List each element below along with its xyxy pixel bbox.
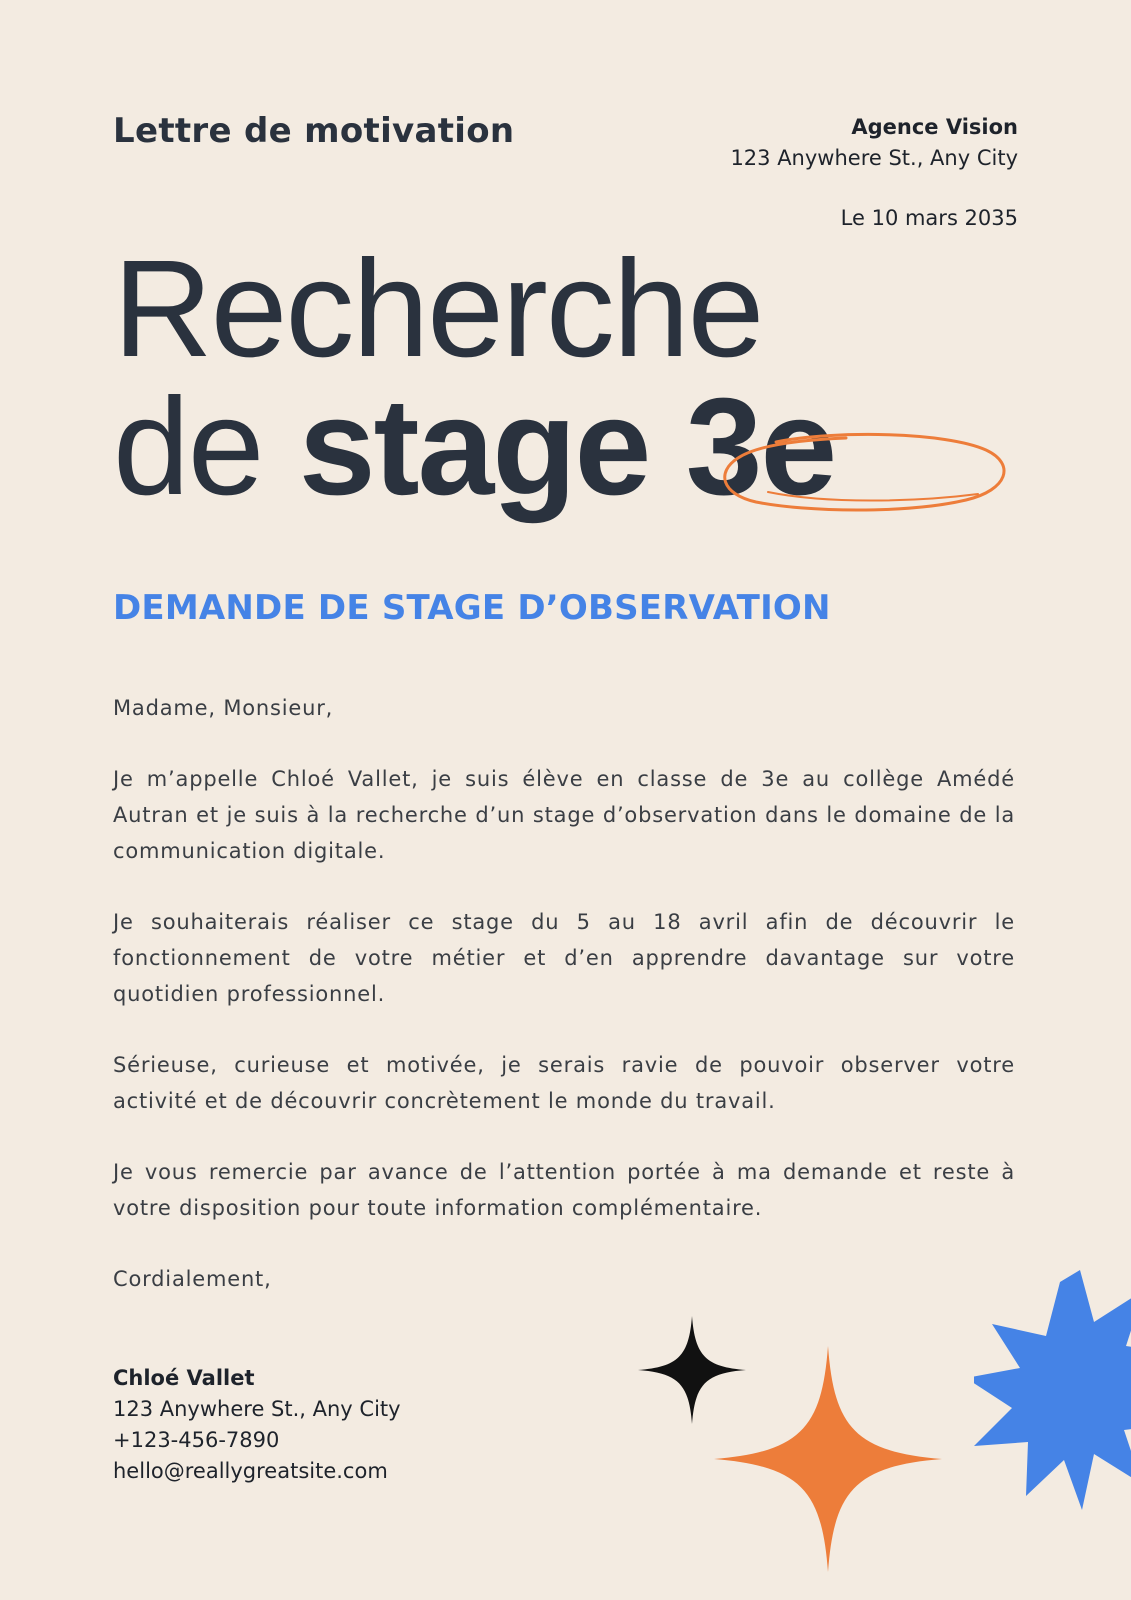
orange-hand-drawn-circle (716, 420, 1011, 520)
document-type-label: Lettre de motivation (113, 111, 515, 151)
headline-word-3e: 3e (685, 370, 836, 524)
body-paragraph-1: Je m’appelle Chloé Vallet, je suis élève en classe de 3e au collège Amédé Autran et je suis à la recherche d’un stage d’observation dans le domaine de la communication digitale. (113, 767, 1015, 863)
body-paragraph-2: Je souhaiterais réaliser ce stage du 5 au 18 avril afin de découvrir le fonctionnement de votre métier et d’en apprendre davantage sur votre quotidien professionnel. (113, 910, 1015, 1006)
closing: Cordialement, (113, 1267, 272, 1291)
orange-four-point-star-icon (714, 1346, 942, 1572)
headline-word-de: de (113, 370, 263, 524)
recipient-block (730, 112, 1018, 174)
salutation: Madame, Monsieur, (113, 696, 334, 720)
letter-body (113, 690, 1015, 1332)
headline-word-stage: stage (298, 370, 650, 524)
recipient-address: 123 Anywhere St., Any City (730, 146, 1018, 170)
recipient-company: Agence Vision (851, 115, 1018, 139)
signature-email: hello@reallygreatsite.com (113, 1459, 388, 1483)
signature-name: Chloé Vallet (113, 1366, 255, 1390)
body-paragraph-4: Je vous remercie par avance de l’attention portée à ma demande et reste à votre disposition pour toute information complémentaire. (113, 1160, 1015, 1220)
letter-date: Le 10 mars 2035 (840, 206, 1018, 230)
body-paragraph-3: Sérieuse, curieuse et motivée, je serais ravie de pouvoir observer votre activité et de découvrir concrètement le monde du travail. (113, 1053, 1015, 1113)
signature-address: 123 Anywhere St., Any City (113, 1397, 401, 1421)
blue-burst-star-icon (974, 1268, 1131, 1510)
headline-line-1: Recherche (113, 232, 763, 386)
letter-subtitle: DEMANDE DE STAGE D’OBSERVATION (113, 588, 831, 628)
signature-phone: +123-456-7890 (113, 1428, 280, 1452)
signature-block (113, 1363, 401, 1487)
